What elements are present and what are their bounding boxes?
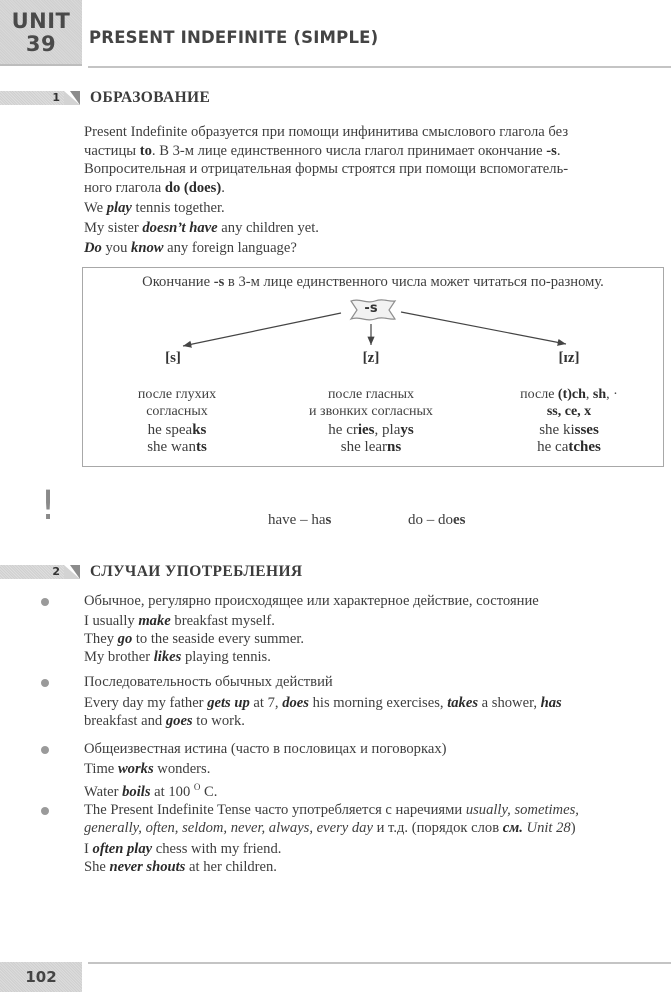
condition: после гласных (327, 387, 415, 402)
verb-highlight: make (138, 613, 171, 629)
usage-heading: Общеизвестная истина (часто в пословицах и поговорках) (84, 741, 447, 757)
keyword: do (does) (164, 179, 222, 196)
intro-line (84, 179, 664, 198)
bullet-icon (41, 598, 49, 606)
text: at 7, (249, 695, 283, 711)
usage-heading: Последовательность обычных действий (84, 674, 333, 690)
ending-highlight: s (325, 512, 332, 528)
unit-reference: Unit 28 (522, 820, 571, 836)
irregular-form-have (268, 512, 331, 529)
example-sentence (84, 630, 664, 648)
keyword: (t)ch (557, 387, 586, 402)
usage-heading (84, 819, 664, 837)
ending-highlight: tches (568, 439, 601, 455)
text: he ca (537, 439, 569, 455)
text: The Present Indefinite Tense часто употребляется с наречиями (84, 802, 466, 818)
text: she wan (147, 439, 196, 455)
exclamation-icon: ! (40, 483, 57, 529)
text: she ki (539, 422, 575, 438)
bullet-icon (41, 746, 49, 754)
text: We (84, 200, 107, 216)
ending-highlight: ts (195, 439, 207, 455)
degree-symbol: O (193, 782, 201, 792)
phoneme-s: [s] (165, 350, 181, 366)
page-title: PRESENT INDEFINITE (SIMPLE) (89, 28, 379, 47)
ending-highlight: ns (387, 439, 402, 455)
text: They (84, 631, 118, 647)
example-sentence (84, 198, 664, 218)
usage-item (84, 740, 664, 801)
keyword: sh (592, 387, 607, 402)
irregular-form-do (408, 512, 466, 529)
verb-highlight: works (117, 761, 154, 777)
rule-column-z (271, 386, 471, 456)
text: have – ha (268, 512, 326, 528)
condition: после глухих (137, 387, 217, 402)
text: wonders. (153, 761, 211, 777)
text: at her children. (185, 859, 277, 875)
unit-number: 39 (25, 32, 57, 56)
example (77, 439, 277, 456)
verb-highlight: goes (165, 713, 193, 729)
example-sentence (84, 238, 664, 258)
verb-highlight: never shouts (109, 859, 186, 875)
text: ного глагола (84, 179, 165, 196)
verb-highlight: has (540, 695, 562, 711)
text: в 3-м лице единственного числа может читаться по-разному. (224, 274, 604, 290)
condition (469, 403, 669, 420)
example-sentence (84, 694, 664, 712)
section-number: 2 (0, 565, 64, 579)
text: и т.д. (порядок слов (372, 820, 503, 836)
usage-heading: Обычное, регулярно происходящее или характерное действие, состояние (84, 593, 539, 609)
ending-label: -s (364, 301, 378, 316)
bullet-icon (41, 679, 49, 687)
text: chess with my friend. (152, 841, 282, 857)
example (77, 422, 277, 439)
text: , (585, 387, 593, 402)
example (469, 439, 669, 456)
intro-line: Вопросительная и отрицательная формы строятся при помощи вспомогатель- (84, 161, 569, 177)
text: Time (84, 761, 118, 777)
text: My brother (84, 649, 154, 665)
text: I (84, 841, 93, 857)
usage-heading (84, 801, 664, 819)
text: Water (84, 783, 123, 800)
text: C. (200, 783, 218, 800)
section-1-examples (84, 198, 664, 258)
text: . (221, 179, 225, 196)
text: you (101, 240, 132, 256)
phoneme-iz: [ɪz] (558, 350, 580, 366)
text: breakfast myself. (170, 613, 275, 629)
example-sentence (84, 840, 664, 858)
footer-divider (88, 962, 671, 964)
text: at 100 (150, 783, 194, 800)
text: any foreign language? (163, 240, 297, 256)
text: playing tennis. (181, 649, 271, 665)
arrow-to-s (183, 313, 341, 346)
ending-highlight: ks (192, 422, 207, 438)
cross-reference: см. (502, 820, 523, 836)
text: his morning exercises, (308, 695, 448, 711)
example-sentence (84, 858, 664, 876)
page-number: 102 (0, 962, 82, 992)
verb-highlight: doesn’t have (142, 220, 218, 236)
usage-item (84, 801, 664, 876)
keyword: -s (546, 142, 557, 159)
condition (469, 386, 669, 403)
verb-highlight: Do (84, 240, 102, 256)
text: to work. (192, 713, 245, 729)
text: any children yet. (217, 220, 319, 236)
section-title: СЛУЧАИ УПОТРЕБЛЕНИЯ (90, 563, 303, 580)
example (271, 422, 471, 439)
ending-highlight: es (453, 512, 466, 528)
title-divider (88, 66, 671, 68)
text: tennis together. (131, 200, 225, 216)
example-sentence (84, 218, 664, 238)
bullet-icon (41, 807, 49, 815)
text: Every day my father (84, 695, 208, 711)
verb-highlight: play (106, 200, 132, 216)
section-2-header (0, 562, 303, 582)
example-sentence (84, 760, 664, 778)
usage-item (84, 592, 664, 666)
section-title: ОБРАЗОВАНИЕ (90, 89, 211, 106)
keyword: ss, ce, x (546, 404, 592, 419)
rule-column-s (77, 386, 277, 456)
verb-highlight: boils (122, 783, 151, 800)
text: a shower, (478, 695, 541, 711)
keyword: -s (213, 274, 225, 290)
verb-highlight: gets up (207, 695, 250, 711)
text: she lear (340, 439, 388, 455)
section-1-header (0, 88, 210, 108)
text: . В 3-м лице единственного числа глагол принимает окончание (151, 142, 547, 159)
text: Окончание (142, 274, 214, 290)
text: , pla (374, 422, 401, 438)
verb-highlight: does (282, 695, 309, 711)
verb-highlight: go (117, 631, 133, 647)
text: to the seaside every summer. (132, 631, 305, 647)
condition: согласных (146, 404, 208, 419)
example-sentence (84, 712, 664, 730)
unit-label: UNIT (11, 9, 71, 33)
unit-badge (0, 0, 82, 66)
rule-column-iz (469, 386, 669, 456)
condition: и звонких согласных (309, 404, 433, 419)
text: после (520, 387, 558, 402)
phoneme-z: [z] (362, 350, 380, 366)
example-sentence (84, 778, 664, 801)
intro-line (84, 142, 664, 161)
example-sentence (84, 612, 664, 630)
verb-highlight: likes (153, 649, 182, 665)
example (469, 422, 669, 439)
adverb-list: usually, sometimes, (465, 802, 579, 818)
text: he cr (328, 422, 358, 438)
ending-highlight: sses (574, 422, 599, 438)
arrow-to-iz (401, 312, 566, 344)
section-1-intro (84, 123, 664, 197)
text: I usually (84, 613, 139, 629)
example-sentence (84, 648, 664, 666)
text: частицы (84, 142, 140, 159)
usage-item (84, 673, 664, 730)
text: he spea (147, 422, 193, 438)
adverb-list: generally, often, seldom, never, always, every day (84, 820, 373, 836)
text: , · (606, 387, 618, 402)
keyword: to (139, 142, 152, 159)
ending-highlight: ys (400, 422, 414, 438)
ending-tag (345, 298, 397, 322)
text: My sister (84, 220, 143, 236)
text: breakfast and (84, 713, 166, 729)
text: She (84, 859, 110, 875)
intro-line: Present Indefinite образуется при помощи инфинитива смыслового глагола без (84, 124, 569, 140)
section-marker-icon (64, 565, 80, 579)
ending-highlight: ies (357, 422, 375, 438)
verb-highlight: often play (92, 841, 153, 857)
pronunciation-rule-box (82, 267, 664, 467)
example (271, 439, 471, 456)
text: ) (570, 820, 576, 836)
text: . (556, 142, 561, 159)
text: do – do (408, 512, 453, 528)
section-marker-icon (64, 91, 80, 105)
verb-highlight: know (131, 240, 164, 256)
verb-highlight: takes (447, 695, 478, 711)
section-number: 1 (0, 91, 64, 105)
